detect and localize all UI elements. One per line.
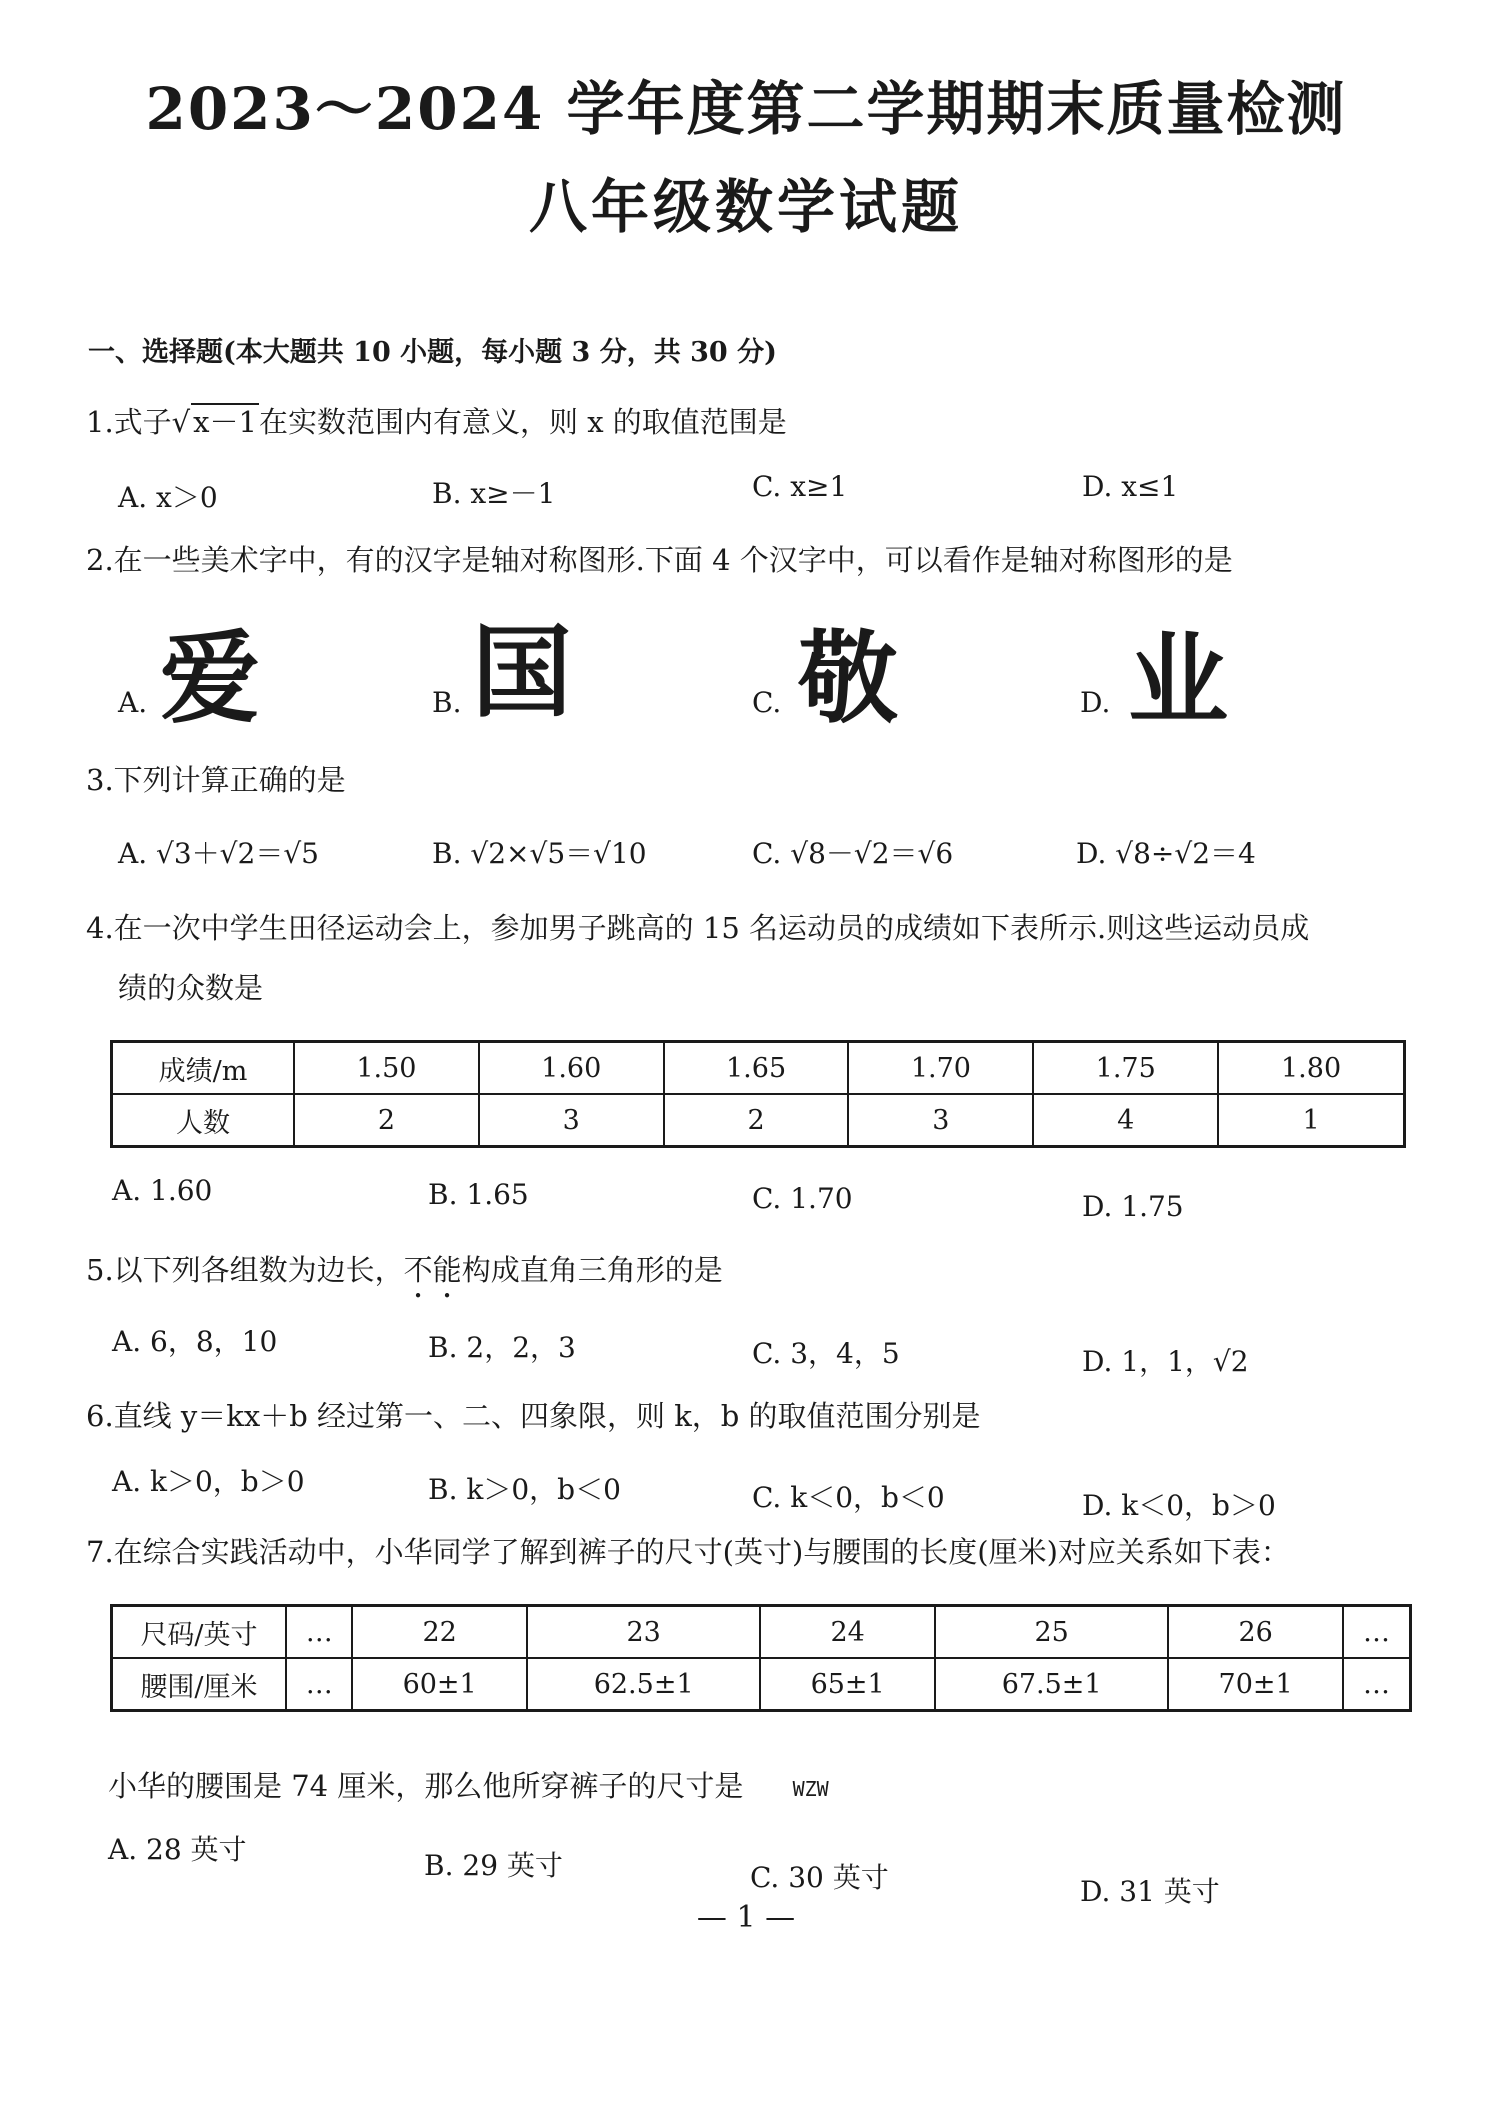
question-2-stem: 2.在一些美术字中，有的汉字是轴对称图形.下面 4 个汉字中，可以看作是轴对称图形的是	[86, 543, 1233, 577]
q7-mark: WZW	[792, 1777, 829, 1801]
q5-stem-pre: 5.以下列各组数为边长，	[86, 1253, 404, 1287]
q5-option-a: A. 6，8，10	[112, 1325, 278, 1358]
table-cell: …	[286, 1658, 352, 1711]
q2-char-a: 爱	[160, 620, 260, 737]
question-3-stem: 3.下列计算正确的是	[86, 763, 346, 797]
q5-stem-emphasis: 不能	[403, 1253, 462, 1287]
q1-option-d: D. x≤1	[1082, 470, 1179, 503]
table-cell: 65±1	[760, 1658, 935, 1711]
q1-option-a: A. x＞0	[118, 481, 218, 514]
question-7-stem-cont	[108, 1764, 829, 1805]
table-row	[112, 1042, 1405, 1095]
q4-option-c: C. 1.70	[752, 1182, 853, 1215]
table-cell: 成绩/m	[112, 1042, 295, 1095]
table-cell: 26	[1168, 1606, 1343, 1659]
q6-option-b: B. k＞0，b＜0	[428, 1473, 621, 1506]
sqrt-icon	[172, 405, 190, 439]
question-4-stem: 4.在一次中学生田径运动会上，参加男子跳高的 15 名运动员的成绩如下表所示.则这些运动员成	[86, 911, 1310, 945]
table-cell: 70±1	[1168, 1658, 1343, 1711]
table-cell: 1.65	[664, 1042, 849, 1095]
q3-option-c: C. √8－√2＝√6	[752, 837, 954, 870]
q2-char-b: 国	[472, 614, 572, 731]
q3-option-b: B. √2×√5＝√10	[432, 837, 647, 870]
q6-option-d: D. k＜0，b＞0	[1082, 1489, 1276, 1522]
table-cell: …	[1343, 1658, 1411, 1711]
table-cell: 2	[664, 1094, 849, 1147]
q7-option-b: B. 29 英寸	[424, 1849, 563, 1882]
table-row	[112, 1658, 1411, 1711]
table-cell: 24	[760, 1606, 935, 1659]
table-cell: 1.70	[848, 1042, 1033, 1095]
table-row	[112, 1094, 1405, 1147]
q4-option-d: D. 1.75	[1082, 1190, 1184, 1223]
q6-option-c: C. k＜0，b＜0	[752, 1481, 945, 1514]
q6-option-a: A. k＞0，b＞0	[112, 1465, 305, 1498]
q2-char-c: 敬	[798, 620, 898, 737]
q4-score-table	[110, 1040, 1406, 1148]
table-cell: …	[286, 1606, 352, 1659]
table-cell: 4	[1033, 1094, 1218, 1147]
q4-option-a: A. 1.60	[112, 1174, 213, 1207]
q5-stem-post: 构成直角三角形的是	[461, 1253, 723, 1287]
exam-title: 2023～2024 学年度第二学期期末质量检测	[145, 75, 1347, 143]
q7-option-c: C. 30 英寸	[750, 1861, 889, 1894]
table-cell: 1.50	[294, 1042, 479, 1095]
q1-prefix: 1.式子	[86, 405, 172, 439]
q5-option-c: C. 3，4，5	[752, 1337, 900, 1370]
q3-option-a: A. √3＋√2＝√5	[118, 837, 319, 870]
table-cell: 2	[294, 1094, 479, 1147]
table-cell: 22	[352, 1606, 527, 1659]
table-cell: …	[1343, 1606, 1411, 1659]
q2-letter-d: D.	[1080, 686, 1111, 719]
q1-option-c: C. x≥1	[752, 470, 848, 503]
q7-stem2: 小华的腰围是 74 厘米，那么他所穿裤子的尺寸是	[108, 1769, 744, 1803]
q2-letter-a: A.	[118, 686, 148, 719]
section-heading: 一、选择题(本大题共 10 小题，每小题 3 分，共 30 分)	[88, 337, 777, 368]
table-cell: 23	[527, 1606, 760, 1659]
question-1-stem	[86, 400, 787, 441]
table-cell: 3	[848, 1094, 1033, 1147]
q5-option-b: B. 2，2，3	[428, 1331, 576, 1364]
table-cell: 1	[1218, 1094, 1404, 1147]
q3-option-d: D. √8÷√2＝4	[1076, 837, 1256, 870]
q7-size-table	[110, 1604, 1412, 1712]
exam-subtitle: 八年级数学试题	[528, 173, 963, 241]
q7-option-a: A. 28 英寸	[108, 1833, 247, 1866]
q2-letter-c: C.	[752, 686, 782, 719]
table-cell: 1.80	[1218, 1042, 1404, 1095]
question-5-stem	[86, 1248, 723, 1305]
table-cell: 62.5±1	[527, 1658, 760, 1711]
q7-option-d: D. 31 英寸	[1080, 1875, 1220, 1908]
question-6-stem: 6.直线 y＝kx＋b 经过第一、二、四象限，则 k，b 的取值范围分别是	[86, 1399, 981, 1433]
table-cell: 60±1	[352, 1658, 527, 1711]
table-cell: 3	[479, 1094, 664, 1147]
table-cell: 1.60	[479, 1042, 664, 1095]
table-cell: 67.5±1	[935, 1658, 1168, 1711]
table-row	[112, 1606, 1411, 1659]
table-cell: 25	[935, 1606, 1168, 1659]
table-cell: 尺码/英寸	[112, 1606, 287, 1659]
q2-char-d: 业	[1128, 622, 1228, 739]
q5-option-d: D. 1，1，√2	[1082, 1345, 1249, 1378]
question-7-stem: 7.在综合实践活动中，小华同学了解到裤子的尺寸(英寸)与腰围的长度(厘米)对应关系如下表：	[86, 1535, 1290, 1569]
table-cell: 腰围/厘米	[112, 1658, 287, 1711]
q2-letter-b: B.	[432, 686, 462, 719]
page-number: — 1 —	[696, 1900, 796, 1935]
q1-radicand: x－1	[193, 405, 257, 439]
q1-suffix: 在实数范围内有意义，则 x 的取值范围是	[258, 405, 787, 439]
table-cell: 1.75	[1033, 1042, 1218, 1095]
q1-option-b: B. x≥－1	[432, 477, 556, 510]
question-4-stem-cont: 绩的众数是	[118, 971, 264, 1005]
q4-option-b: B. 1.65	[428, 1178, 529, 1211]
table-cell: 人数	[112, 1094, 295, 1147]
